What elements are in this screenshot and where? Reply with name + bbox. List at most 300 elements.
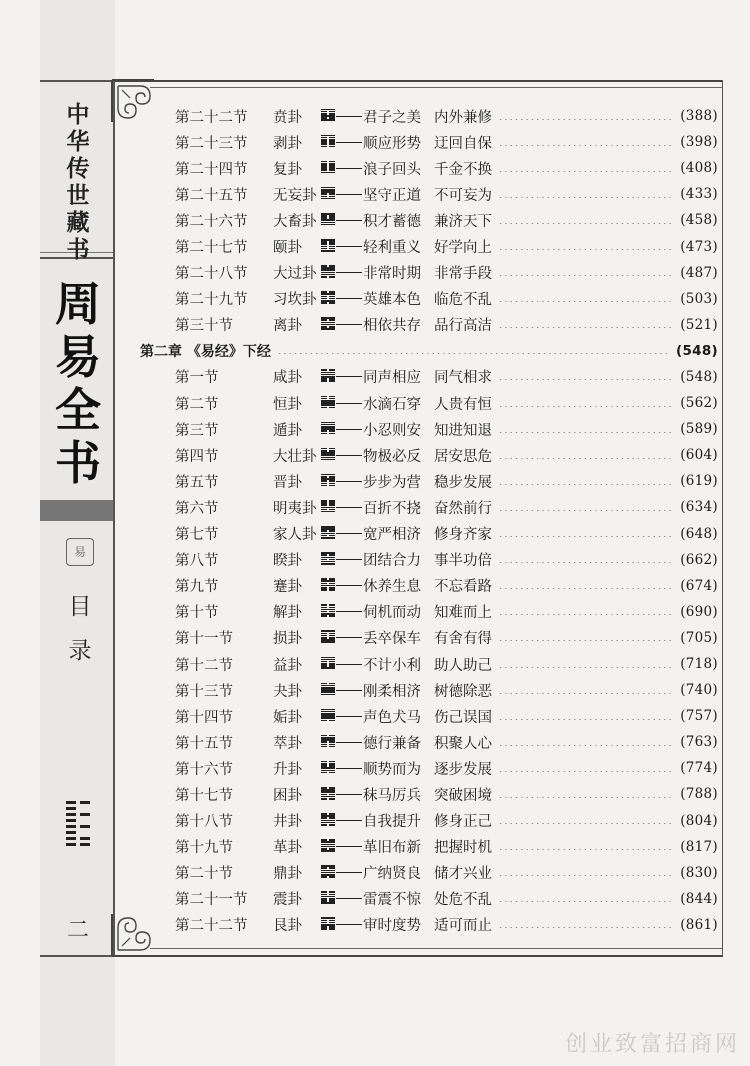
grey-block xyxy=(40,500,115,521)
section-number: 第五节 xyxy=(175,474,219,491)
section-number: 第十四节 xyxy=(175,709,233,726)
section-number: 第十五节 xyxy=(175,735,233,752)
hexagram-icon xyxy=(321,630,335,643)
gua-name: 剥卦 xyxy=(273,135,302,152)
hexagram-icon xyxy=(321,317,335,330)
section-number: 第二节 xyxy=(175,396,219,413)
entry-phrase-2: 逐步发展 xyxy=(434,761,492,778)
entry-phrase-2: 稳步发展 xyxy=(434,474,492,491)
entry-phrase-2: 同气相求 xyxy=(434,370,492,387)
em-dash xyxy=(336,768,362,769)
gua-name: 井卦 xyxy=(273,814,302,831)
entry-page-number: (548) xyxy=(680,368,718,385)
entry-phrase-1: 德行兼备 xyxy=(363,735,421,752)
gua-name: 家人卦 xyxy=(273,527,317,544)
section-number: 第二十九节 xyxy=(175,292,248,309)
hexagram-icon xyxy=(321,239,335,252)
dot-leader xyxy=(498,901,674,902)
toc-entry[interactable] xyxy=(140,599,718,625)
entry-page-number: (473) xyxy=(680,238,718,255)
entry-phrase-1: 刚柔相济 xyxy=(363,683,421,700)
entry-page-number: (662) xyxy=(680,551,718,568)
entry-phrase-1: 团结合力 xyxy=(363,553,421,570)
entry-page-number: (674) xyxy=(680,577,718,594)
hexagram-icon xyxy=(321,865,335,878)
entry-phrase-1: 坚守正道 xyxy=(363,187,421,204)
em-dash xyxy=(336,585,362,586)
section-number: 第二十一节 xyxy=(175,892,248,909)
entry-page-number: (718) xyxy=(680,656,718,673)
toc-entry[interactable] xyxy=(140,233,718,259)
dot-leader xyxy=(498,588,674,589)
entry-page-number: (817) xyxy=(680,838,718,855)
entry-page-number: (648) xyxy=(680,525,718,542)
trigram-emblem-icon xyxy=(66,801,94,849)
frame-top-inner-rule xyxy=(150,87,723,88)
entry-phrase-1: 声色犬马 xyxy=(363,709,421,726)
section-number: 第十七节 xyxy=(175,787,233,804)
hexagram-icon xyxy=(321,396,335,409)
dot-leader xyxy=(498,719,674,720)
entry-phrase-2: 突破困境 xyxy=(434,787,492,804)
entry-phrase-1: 非常时期 xyxy=(363,266,421,283)
entry-page-number: (757) xyxy=(680,708,718,725)
hexagram-icon xyxy=(321,787,335,800)
entry-page-number: (830) xyxy=(680,864,718,881)
section-number: 第四节 xyxy=(175,448,219,465)
section-number: 第十二节 xyxy=(175,657,233,674)
em-dash xyxy=(336,403,362,404)
entry-phrase-1: 百折不挠 xyxy=(363,500,421,517)
em-dash xyxy=(336,794,362,795)
toc-entry[interactable] xyxy=(140,886,718,912)
em-dash xyxy=(336,898,362,899)
dot-leader xyxy=(498,223,674,224)
entry-phrase-2: 非常手段 xyxy=(434,266,492,283)
hexagram-icon xyxy=(321,109,335,122)
gua-name: 姤卦 xyxy=(273,709,302,726)
toc-entry[interactable] xyxy=(140,573,718,599)
hexagram-icon xyxy=(321,187,335,200)
entry-phrase-1: 浪子回头 xyxy=(363,161,421,178)
dot-leader xyxy=(498,379,674,380)
hexagram-icon xyxy=(321,552,335,565)
entry-phrase-2: 居安思危 xyxy=(434,448,492,465)
section-label: 目录 xyxy=(68,594,92,664)
entry-phrase-2: 奋然前行 xyxy=(434,500,492,517)
entry-phrase-1: 革旧布新 xyxy=(363,840,421,857)
gua-name: 复卦 xyxy=(273,161,302,178)
dot-leader xyxy=(498,640,674,641)
entry-page-number: (388) xyxy=(680,108,718,125)
entry-phrase-2: 临危不乱 xyxy=(434,292,492,309)
toc-entry[interactable] xyxy=(140,494,718,520)
gua-name: 颐卦 xyxy=(273,240,302,257)
entry-page-number: (690) xyxy=(680,603,718,620)
entry-phrase-2: 修身齐家 xyxy=(434,527,492,544)
gua-name: 大壮卦 xyxy=(273,448,317,465)
em-dash xyxy=(336,220,362,221)
toc-entry[interactable] xyxy=(140,729,718,755)
section-number: 第二十二节 xyxy=(175,109,248,126)
gua-name: 革卦 xyxy=(273,840,302,857)
entry-page-number: (562) xyxy=(680,395,718,412)
dot-leader xyxy=(498,823,674,824)
dot-leader xyxy=(498,301,674,302)
gua-name: 萃卦 xyxy=(273,735,302,752)
hexagram-icon xyxy=(321,683,335,696)
entry-phrase-2: 千金不换 xyxy=(434,161,492,178)
entry-page-number: (619) xyxy=(680,473,718,490)
entry-phrase-1: 同声相应 xyxy=(363,370,421,387)
entry-phrase-2: 处危不乱 xyxy=(434,892,492,909)
section-number: 第一节 xyxy=(175,370,219,387)
section-number: 第二十节 xyxy=(175,866,233,883)
gua-name: 蹇卦 xyxy=(273,579,302,596)
entry-phrase-1: 秣马厉兵 xyxy=(363,787,421,804)
hexagram-icon xyxy=(321,448,335,461)
toc-entry[interactable] xyxy=(140,781,718,807)
entry-page-number: (763) xyxy=(680,734,718,751)
toc-entry[interactable] xyxy=(140,260,718,286)
toc-entry[interactable] xyxy=(140,155,718,181)
entry-page-number: (487) xyxy=(680,264,718,281)
section-number: 第十节 xyxy=(175,605,219,622)
gua-name: 离卦 xyxy=(273,318,302,335)
toc-entry[interactable] xyxy=(140,912,718,938)
entry-phrase-2: 助人助己 xyxy=(434,657,492,674)
toc-entry[interactable] xyxy=(140,703,718,729)
entry-page-number: (788) xyxy=(680,786,718,803)
entry-phrase-1: 顺应形势 xyxy=(363,135,421,152)
entry-phrase-2: 品行高洁 xyxy=(434,318,492,335)
hexagram-icon xyxy=(321,604,335,617)
entry-phrase-2: 兼济天下 xyxy=(434,213,492,230)
gua-name: 恒卦 xyxy=(273,396,302,413)
entry-phrase-1: 宽严相济 xyxy=(363,527,421,544)
em-dash xyxy=(336,194,362,195)
dot-leader xyxy=(498,771,674,772)
book-title: 周易全书 xyxy=(55,277,101,490)
entry-phrase-1: 不计小利 xyxy=(363,657,421,674)
gua-name: 贲卦 xyxy=(273,109,302,126)
section-number: 第二十五节 xyxy=(175,187,248,204)
hexagram-icon xyxy=(321,917,335,930)
gua-name: 睽卦 xyxy=(273,553,302,570)
hexagram-icon xyxy=(321,709,335,722)
em-dash xyxy=(336,116,362,117)
hexagram-icon xyxy=(321,578,335,591)
toc-entry[interactable] xyxy=(140,312,718,338)
entry-phrase-1: 自我提升 xyxy=(363,814,421,831)
entry-page-number: (458) xyxy=(680,212,718,229)
entry-page-number: (521) xyxy=(680,316,718,333)
toc-entry[interactable] xyxy=(140,755,718,781)
em-dash xyxy=(336,637,362,638)
section-number: 第二十四节 xyxy=(175,161,248,178)
frame-bottom-inner-rule xyxy=(150,948,723,949)
entry-phrase-2: 修身正己 xyxy=(434,814,492,831)
em-dash xyxy=(336,846,362,847)
dot-leader xyxy=(498,693,674,694)
em-dash xyxy=(336,168,362,169)
page-number: 二 xyxy=(66,918,89,943)
dot-leader xyxy=(498,249,674,250)
hexagram-icon xyxy=(321,891,335,904)
dot-leader xyxy=(498,119,674,120)
dot-leader xyxy=(498,745,674,746)
dot-leader xyxy=(498,875,674,876)
section-number: 第十一节 xyxy=(175,631,233,648)
section-number: 第二十六节 xyxy=(175,213,248,230)
toc-entry[interactable] xyxy=(140,547,718,573)
hexagram-icon xyxy=(321,291,335,304)
entry-phrase-1: 相依共存 xyxy=(363,318,421,335)
chapter-heading[interactable] xyxy=(140,338,718,364)
toc-entry[interactable] xyxy=(140,181,718,207)
section-number: 第二十七节 xyxy=(175,240,248,257)
chapter-page: (548) xyxy=(675,342,718,359)
entry-page-number: (589) xyxy=(680,421,718,438)
entry-phrase-1: 审时度势 xyxy=(363,918,421,935)
em-dash xyxy=(336,664,362,665)
entry-phrase-2: 适可而止 xyxy=(434,918,492,935)
entry-phrase-1: 君子之美 xyxy=(363,109,421,126)
gua-name: 明夷卦 xyxy=(273,500,317,517)
section-number: 第十八节 xyxy=(175,814,233,831)
section-number: 第二十二节 xyxy=(175,918,248,935)
entry-phrase-1: 伺机而动 xyxy=(363,605,421,622)
em-dash xyxy=(336,455,362,456)
gua-name: 习坎卦 xyxy=(273,292,317,309)
hexagram-icon xyxy=(321,500,335,513)
gua-name: 遁卦 xyxy=(273,422,302,439)
gua-name: 升卦 xyxy=(273,761,302,778)
entry-phrase-2: 树德除恶 xyxy=(434,683,492,700)
dot-leader xyxy=(498,171,674,172)
dot-leader xyxy=(498,536,674,537)
section-number: 第十三节 xyxy=(175,683,233,700)
hexagram-icon xyxy=(321,422,335,435)
section-number: 第十九节 xyxy=(175,840,233,857)
gua-name: 困卦 xyxy=(273,787,302,804)
dot-leader xyxy=(498,145,674,146)
entry-page-number: (398) xyxy=(680,134,718,151)
gua-name: 解卦 xyxy=(273,605,302,622)
entry-phrase-2: 把握时机 xyxy=(434,840,492,857)
series-title: 中华传世藏书 xyxy=(66,102,90,263)
gua-name: 无妄卦 xyxy=(273,187,317,204)
hexagram-icon xyxy=(321,813,335,826)
entry-phrase-1: 步步为营 xyxy=(363,474,421,491)
em-dash xyxy=(336,716,362,717)
toc-entry[interactable] xyxy=(140,442,718,468)
section-number: 第十六节 xyxy=(175,761,233,778)
section-number: 第九节 xyxy=(175,579,219,596)
entry-page-number: (861) xyxy=(680,916,718,933)
entry-page-number: (774) xyxy=(680,760,718,777)
entry-page-number: (740) xyxy=(680,682,718,699)
section-number: 第七节 xyxy=(175,527,219,544)
section-number: 第二十八节 xyxy=(175,266,248,283)
entry-phrase-1: 雷震不惊 xyxy=(363,892,421,909)
toc-entry[interactable] xyxy=(140,129,718,155)
dot-leader xyxy=(498,562,674,563)
gua-name: 震卦 xyxy=(273,892,302,909)
dot-leader xyxy=(498,406,674,407)
toc-entry[interactable] xyxy=(140,364,718,390)
toc-entry[interactable] xyxy=(140,207,718,233)
em-dash xyxy=(336,298,362,299)
entry-phrase-2: 有舍有得 xyxy=(434,631,492,648)
table-of-contents xyxy=(140,103,718,938)
gua-name: 大过卦 xyxy=(273,266,317,283)
dot-leader xyxy=(498,797,674,798)
gua-name: 大畜卦 xyxy=(273,213,317,230)
em-dash xyxy=(336,376,362,377)
entry-page-number: (804) xyxy=(680,812,718,829)
em-dash xyxy=(336,690,362,691)
entry-page-number: (844) xyxy=(680,890,718,907)
hexagram-icon xyxy=(321,735,335,748)
gua-name: 益卦 xyxy=(273,657,302,674)
em-dash xyxy=(336,742,362,743)
gua-name: 鼎卦 xyxy=(273,866,302,883)
em-dash xyxy=(336,559,362,560)
em-dash xyxy=(336,481,362,482)
side-rule-bottom xyxy=(40,955,115,957)
toc-entry[interactable] xyxy=(140,808,718,834)
dot-leader xyxy=(498,667,674,668)
em-dash xyxy=(336,820,362,821)
frame-right-rule xyxy=(722,80,723,957)
entry-phrase-1: 英雄本色 xyxy=(363,292,421,309)
toc-entry[interactable] xyxy=(140,286,718,312)
entry-page-number: (503) xyxy=(680,290,718,307)
entry-phrase-2: 好学向上 xyxy=(434,240,492,257)
entry-phrase-2: 不忘看路 xyxy=(434,579,492,596)
entry-phrase-2: 储才兴业 xyxy=(434,866,492,883)
gua-name: 艮卦 xyxy=(273,918,302,935)
section-number: 第六节 xyxy=(175,500,219,517)
em-dash xyxy=(336,924,362,925)
dot-leader xyxy=(498,197,674,198)
entry-page-number: (634) xyxy=(680,499,718,516)
section-number: 第三节 xyxy=(175,422,219,439)
hexagram-icon xyxy=(321,474,335,487)
hexagram-icon xyxy=(321,657,335,670)
entry-phrase-2: 迂回自保 xyxy=(434,135,492,152)
toc-entry[interactable] xyxy=(140,416,718,442)
dot-leader xyxy=(498,927,674,928)
hexagram-icon xyxy=(321,265,335,278)
entry-phrase-1: 顺势而为 xyxy=(363,761,421,778)
em-dash xyxy=(336,611,362,612)
entry-page-number: (433) xyxy=(680,186,718,203)
em-dash xyxy=(336,272,362,273)
dot-leader xyxy=(498,510,674,511)
entry-phrase-1: 丢卒保车 xyxy=(363,631,421,648)
entry-phrase-2: 积聚人心 xyxy=(434,735,492,752)
entry-phrase-1: 休养生息 xyxy=(363,579,421,596)
section-number: 第三十节 xyxy=(175,318,233,335)
gua-name: 损卦 xyxy=(273,631,302,648)
em-dash xyxy=(336,142,362,143)
entry-phrase-2: 伤己误国 xyxy=(434,709,492,726)
frame-left-rule xyxy=(113,80,115,957)
toc-entry[interactable] xyxy=(140,860,718,886)
frame-bottom-rule xyxy=(113,955,723,957)
dot-leader xyxy=(498,484,674,485)
seal-icon: 易 xyxy=(66,538,94,566)
em-dash xyxy=(336,324,362,325)
entry-phrase-1: 轻利重义 xyxy=(363,240,421,257)
em-dash xyxy=(336,429,362,430)
toc-entry[interactable] xyxy=(140,468,718,494)
gua-name: 晋卦 xyxy=(273,474,302,491)
dot-leader xyxy=(498,849,674,850)
entry-phrase-1: 小忍则安 xyxy=(363,422,421,439)
dot-leader xyxy=(277,353,670,354)
entry-phrase-2: 事半功倍 xyxy=(434,553,492,570)
toc-entry[interactable] xyxy=(140,625,718,651)
em-dash xyxy=(336,533,362,534)
dot-leader xyxy=(498,614,674,615)
hexagram-icon xyxy=(321,135,335,148)
hexagram-icon xyxy=(321,526,335,539)
entry-phrase-2: 内外兼修 xyxy=(434,109,492,126)
toc-entry[interactable] xyxy=(140,103,718,129)
chapter-title: 第二章 《易经》下经 xyxy=(140,343,271,360)
entry-phrase-2: 人贵有恒 xyxy=(434,396,492,413)
side-rule-top xyxy=(40,80,115,82)
watermark: 创业致富招商网 xyxy=(564,1032,740,1057)
toc-entry[interactable] xyxy=(140,521,718,547)
entry-phrase-1: 广纳贤良 xyxy=(363,866,421,883)
gua-name: 咸卦 xyxy=(273,370,302,387)
entry-page-number: (604) xyxy=(680,447,718,464)
section-number: 第二十三节 xyxy=(175,135,248,152)
entry-page-number: (408) xyxy=(680,160,718,177)
hexagram-icon xyxy=(321,761,335,774)
gua-name: 夬卦 xyxy=(273,683,302,700)
dot-leader xyxy=(498,275,674,276)
dot-leader xyxy=(498,458,674,459)
entry-phrase-1: 积才蓄德 xyxy=(363,213,421,230)
entry-phrase-1: 水滴石穿 xyxy=(363,396,421,413)
em-dash xyxy=(336,507,362,508)
entry-phrase-2: 知难而上 xyxy=(434,605,492,622)
toc-entry[interactable] xyxy=(140,651,718,677)
em-dash xyxy=(336,872,362,873)
hexagram-icon xyxy=(321,161,335,174)
em-dash xyxy=(336,246,362,247)
toc-entry[interactable] xyxy=(140,834,718,860)
toc-entry[interactable] xyxy=(140,677,718,703)
entry-phrase-2: 知进知退 xyxy=(434,422,492,439)
hexagram-icon xyxy=(321,839,335,852)
entry-phrase-1: 物极必反 xyxy=(363,448,421,465)
section-number: 第八节 xyxy=(175,553,219,570)
entry-phrase-2: 不可妄为 xyxy=(434,187,492,204)
toc-entry[interactable] xyxy=(140,390,718,416)
dot-leader xyxy=(498,327,674,328)
entry-page-number: (705) xyxy=(680,629,718,646)
frame-top-rule xyxy=(113,80,723,82)
dot-leader xyxy=(498,432,674,433)
hexagram-icon xyxy=(321,213,335,226)
hexagram-icon xyxy=(321,369,335,382)
